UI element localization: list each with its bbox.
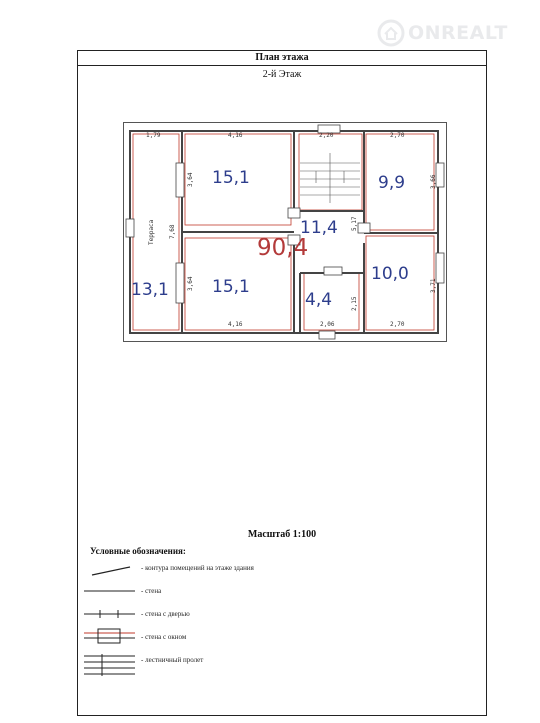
area-room-bottom-left: 15,1 xyxy=(212,277,250,297)
area-room-top-right: 9,9 xyxy=(378,173,406,193)
watermark-logo-icon xyxy=(376,18,406,48)
dim-small-room: 2,15 xyxy=(351,296,358,311)
dim-bottom-right: 2,70 xyxy=(390,321,405,328)
area-room-top-left: 15,1 xyxy=(212,168,250,188)
watermark-text: ONREALT xyxy=(408,22,508,44)
floor-plan xyxy=(123,122,447,342)
floor-subtitle: 2-й Этаж xyxy=(262,69,302,80)
terrace-label: Терраса xyxy=(148,219,155,245)
legend-item-wall: - стена xyxy=(141,587,162,595)
area-terrace: 13,1 xyxy=(131,280,169,300)
dim-terrace-length: 7,68 xyxy=(169,224,176,239)
area-total: 90,4 xyxy=(257,235,309,261)
dim-top-stair: 2,20 xyxy=(319,132,334,139)
legend-item-contour: - контура помещений на этаже здания xyxy=(141,564,254,572)
page-title: План этажа xyxy=(255,52,309,63)
dim-top-right: 2,70 xyxy=(390,132,405,139)
dim-right-lower: 3,71 xyxy=(430,278,437,293)
legend-contour-symbol xyxy=(92,567,130,575)
legend-title: Условные обозначения: xyxy=(90,546,186,556)
dim-bottom-room: 4,16 xyxy=(228,321,243,328)
dim-top-left: 1,79 xyxy=(146,132,161,139)
dim-right-upper: 3,66 xyxy=(430,174,437,189)
area-small-room: 4,4 xyxy=(305,290,333,310)
legend-stair-symbol xyxy=(84,654,135,676)
dim-bottom-mid: 2,06 xyxy=(320,321,335,328)
legend-symbols xyxy=(80,561,140,691)
watermark xyxy=(372,14,532,54)
legend-window-symbol xyxy=(84,629,135,643)
dim-left-lower: 3,64 xyxy=(187,276,194,291)
scale-label: Масштаб 1:100 xyxy=(247,529,317,540)
dim-hall: 5,17 xyxy=(351,216,358,231)
legend-door-symbol xyxy=(84,610,135,618)
legend-item-window: - стена с окном xyxy=(141,633,187,641)
dim-top-room: 4,16 xyxy=(228,132,243,139)
area-hall: 11,4 xyxy=(300,218,338,238)
legend-item-stair: - лестничный пролет xyxy=(141,656,204,664)
legend-item-door: - стена с дверью xyxy=(141,610,190,618)
area-room-bottom-right: 10,0 xyxy=(371,264,409,284)
dim-left-upper: 3,64 xyxy=(187,172,194,187)
header-divider xyxy=(77,65,487,66)
